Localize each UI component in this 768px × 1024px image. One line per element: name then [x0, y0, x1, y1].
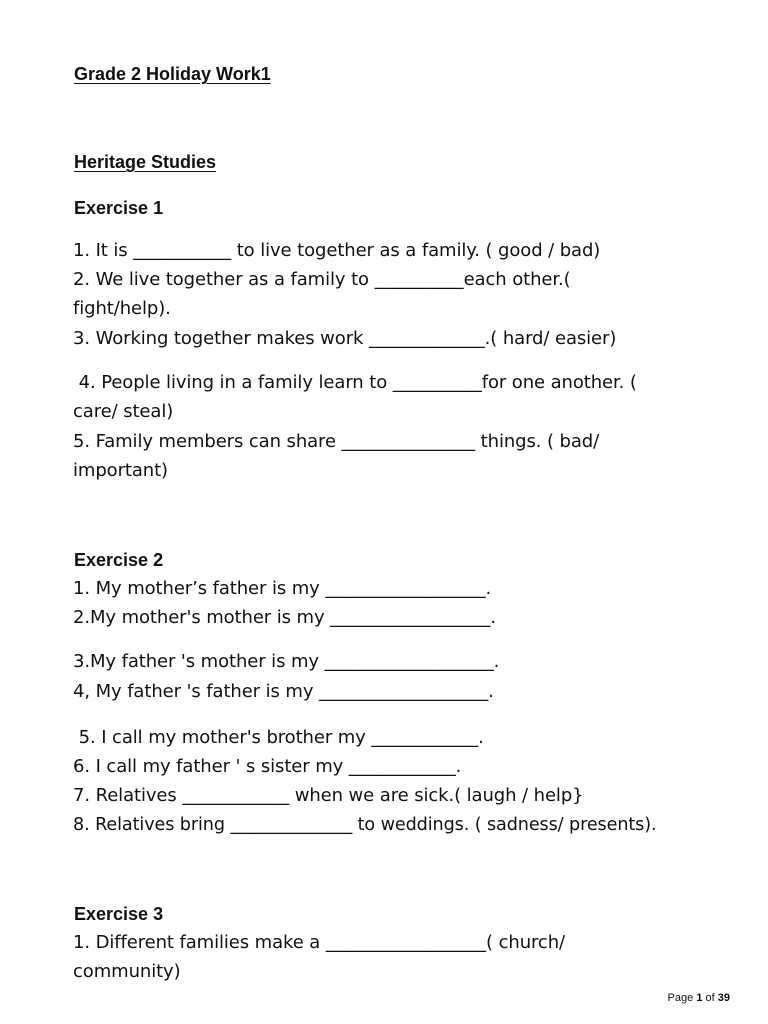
page-number-footer — [668, 991, 730, 1005]
exercise-3-heading: Exercise 3 — [74, 904, 164, 924]
document-title: Grade 2 Holiday Work1 — [74, 64, 271, 84]
exercise-1-heading: Exercise 1 — [74, 198, 164, 218]
exercise-1-question-5: 5. Family members can share _______________ things. ( bad/ — [73, 431, 600, 452]
exercise-1-question-2-cont: fight/help). — [73, 298, 171, 319]
exercise-1-question-2: 2. We live together as a family to __________each other.( — [73, 269, 571, 290]
exercise-2-question-1: 1. My mother’s father is my __________________. — [73, 578, 492, 599]
exercise-2-question-2: 2.My mother's mother is my __________________. — [73, 607, 496, 628]
footer-page-word: Page — [667, 992, 694, 1004]
exercise-2-heading: Exercise 2 — [74, 550, 164, 570]
exercise-3-question-1-cont: community) — [73, 961, 181, 982]
subject-heading: Heritage Studies — [74, 152, 217, 172]
exercise-1-question-4-cont: care/ steal) — [73, 401, 174, 422]
exercise-1-question-5-cont: important) — [73, 460, 168, 481]
footer-total-pages: 39 — [717, 992, 730, 1004]
exercise-2-question-6: 6. I call my father ' s sister my ____________. — [73, 756, 462, 777]
exercise-2-question-7: 7. Relatives ____________ when we are sick.( laugh / help} — [73, 785, 584, 806]
footer-page-number: 1 — [696, 992, 703, 1004]
exercise-1-question-1: 1. It is ___________ to live together as a family. ( good / bad) — [73, 240, 601, 261]
exercise-2-question-3: 3.My father 's mother is my ___________________. — [73, 651, 500, 672]
exercise-1-question-4: 4. People living in a family learn to __________for one another. ( — [73, 372, 637, 393]
footer-of-word: of — [705, 992, 715, 1004]
exercise-2-question-4: 4, My father 's father is my ___________________. — [73, 681, 494, 702]
exercise-1-question-3: 3. Working together makes work _____________.( hard/ easier) — [73, 328, 617, 349]
exercise-2-question-8: 8. Relatives bring ______________ to weddings. ( sadness/ presents). — [73, 815, 657, 835]
exercise-2-question-5: 5. I call my mother's brother my ____________. — [73, 727, 484, 748]
exercise-3-question-1: 1. Different families make a __________________( church/ — [73, 932, 565, 953]
